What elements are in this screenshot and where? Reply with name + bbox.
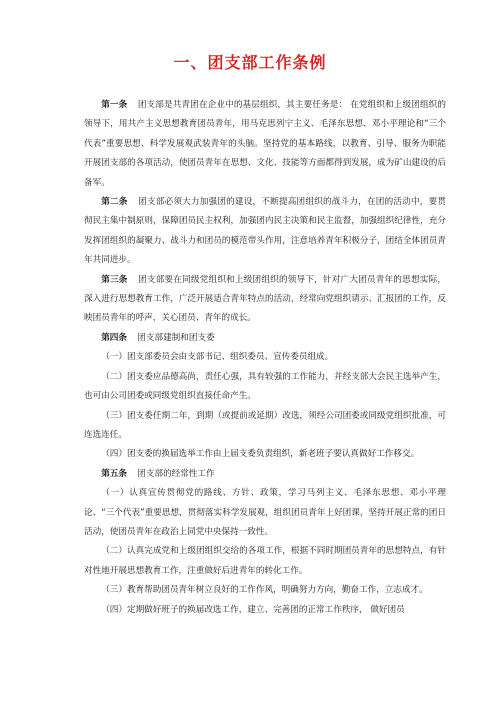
article-2 (84, 193, 446, 271)
article-text: 团支部的经常性工作 (137, 468, 215, 479)
article-label: 第四条 (101, 332, 127, 343)
article-1 (84, 96, 446, 193)
article-label: 第三条 (101, 274, 128, 285)
article-label: 第二条 (101, 197, 128, 208)
clause-item (84, 484, 446, 542)
clause-item (84, 348, 446, 367)
article-5 (84, 465, 446, 484)
clause-item (84, 368, 446, 407)
clause-text: （四）定期做好班子的换届改选工作，建立、完善团的正常工作秩序， 做好团员 (101, 604, 405, 615)
clause-text: （一）团支部委员会由支部书记、组织委员、宣传委员组成。 (101, 352, 334, 363)
clause-item (84, 407, 446, 446)
article-4 (84, 329, 446, 348)
article-text: 团支部要在同级党组织和上级团组织的领导下，针对广大团员青年的思想实际，深入进行思想教育工作，广泛开展适合青年特点的活动，经常向党组织请示、汇报团的工作，反映团员青年的呼声，关心团员、青年的成长。 (84, 274, 446, 324)
clause-item (84, 445, 446, 464)
article-label: 第五条 (101, 468, 127, 479)
clause-text: （四）团支委的换届选举工作由上届支委负责组织，新老班子要认真做好工作移交。 (101, 449, 420, 460)
article-text: 团支部建制和团支委 (137, 332, 215, 343)
clause-text: （三）教育帮助团员青年树立良好的工作作风，明确努力方向，勤奋工作，立志成才。 (101, 585, 428, 596)
article-label: 第一条 (101, 100, 128, 110)
article-3 (84, 271, 446, 329)
clause-text: （一）认真宣传贯彻党的路线、方针、政策，学习马列主义、毛泽东思想、邓小平理论、“三个代表”重要思想，贯彻落实科学发展观，组织团员青年上好团课，坚持开展正常的团日活动，使团员青年在政治上同党中央保持一致性。 (84, 488, 446, 537)
document-body (84, 96, 446, 620)
clause-text: （二）认真完成党和上级团组织交给的各项工作，根据不同时期团员青年的思想特点，有针对性地开展思想教育工作，注重做好后进青年的转化工作。 (84, 546, 446, 576)
clause-item (84, 601, 446, 620)
article-text: 团支部必须大力加强团的建设，不断提高团组织的战斗力，在团的活动中，要贯彻民主集中制原则，保障团员民主权利，加强团内民主决策和民主监督，加强组织纪律性，充分发挥团组织的凝聚力、战斗力和团员的模范带头作用，注意培养青年积极分子，团结全体团员青年共同进步。 (84, 197, 446, 266)
clause-text: （二）团支委应品德高尚，责任心强，具有较强的工作能力，并经支部大会民主选举产生，也可由公司团委或同级党组织直接任命产生。 (84, 371, 446, 402)
document-title: 一、团支部工作条例 (173, 53, 327, 72)
clause-text: （三）团支委任期二年，到期（或提前或延期）改选，须经公司团委或同级党组织批准，可连选连任。 (84, 410, 446, 440)
article-text: 团支部是共青团在企业中的基层组织，其主要任务是： 在党组织和上级团组织的领导下，用共产主义思想教育团员青年，用马克思列宁主义、毛泽东思想、邓小平理论和“三个代表”重要思想、科学发展观武装青年的头脑。坚持党的基本路线，以教育、引导、服务为职能开展团支部的各项活动，使团员青年在思想、文化、技能等方面都得到发展，成为矿山建设的后备军。 (84, 100, 446, 188)
clause-item (84, 542, 446, 581)
clause-item (84, 581, 446, 600)
